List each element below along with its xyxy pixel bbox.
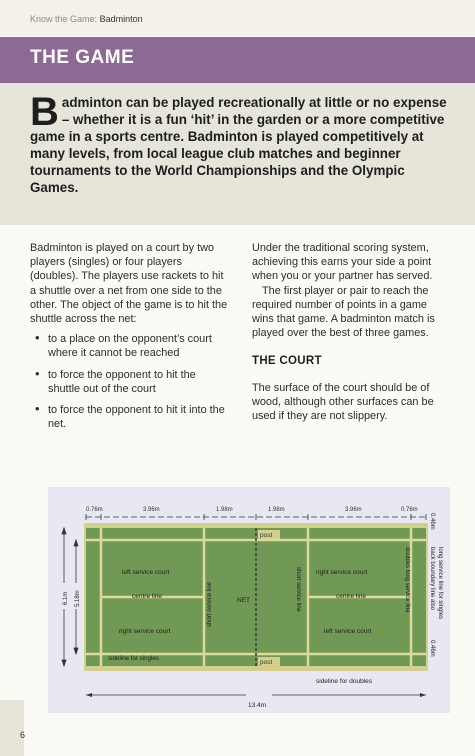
page-corner-strip (0, 700, 24, 756)
post-label-bottom: post (260, 659, 273, 666)
measure-134: 13.4m (248, 702, 267, 709)
long-service-singles-label: long service line for singles (437, 547, 443, 620)
centre-line-label-left: centre line (132, 593, 162, 600)
page-number: 6 (20, 730, 26, 740)
left-service-court-label-2: left service court (324, 628, 372, 635)
breadcrumb-current: Badminton (99, 14, 143, 24)
bullet-item: • to force the opponent to hit it into the net. (30, 403, 228, 431)
court-diagram-panel (48, 487, 450, 713)
sideline-doubles-label: sideline for doubles (316, 678, 373, 685)
breadcrumb-separator: : (94, 14, 98, 24)
measure-396-right: 3.96m (345, 507, 362, 513)
section-heading: THE COURT (252, 355, 322, 368)
intro-text: adminton can be played recreationally at little or no expense – whether it is a fun ‘hit’ in the garden or a more competitive game in a sports centre. Badminton is played competitively at many levels, from local league club matches and beginner tournaments to the World Championships and the Olympic Games. (30, 95, 447, 195)
top-dimension-lines (86, 514, 426, 520)
measure-046-bottom: 0.46m (429, 640, 435, 657)
post-label-top: post (260, 532, 273, 539)
sideline-singles-label: sideline for singles (108, 655, 159, 662)
breadcrumb (30, 14, 143, 24)
measure-396-left: 3.96m (143, 507, 160, 513)
title-band (0, 37, 475, 83)
right-paragraph-2: The first player or pair to reach the required number of points in a game wins that game. A badminton match is played over the best of three games. (252, 284, 435, 340)
right-service-court-label: right service court (119, 628, 171, 635)
bullet-item: • to force the opponent to hit the shuttle out of the court (30, 368, 228, 396)
right-column (252, 241, 450, 423)
measure-518: 5.18m (75, 590, 81, 607)
measure-198-right: 1.98m (268, 507, 285, 513)
bullet-item: • to a place on the opponent’s court where it cannot be reached (30, 332, 228, 360)
top-measurements (86, 507, 418, 513)
short-service-line-label-right: short service line (295, 567, 301, 613)
left-paragraph: Badminton is played on a court by two players (singles) or four players (doubles). The players use rackets to hit a shuttle over a net from one side to the other. The object of the game is to hit the shuttle across the net: (30, 242, 228, 326)
intro-paragraph (30, 90, 450, 196)
doubles-long-service-line-label: doubles long service line (404, 547, 410, 613)
bullet-list (30, 332, 228, 431)
back-boundary-label: back boundary line also (429, 547, 435, 611)
bottom-arrow-left (86, 693, 92, 697)
measure-076-right: 0.76m (401, 507, 418, 513)
bottom-arrow-right (420, 693, 426, 697)
measure-198-left: 1.98m (216, 507, 233, 513)
label-bg-134 (246, 688, 272, 700)
breadcrumb-prefix: Know the Game (30, 14, 95, 24)
court-diagram (48, 487, 450, 713)
short-service-line-label-left: short service line (207, 581, 213, 627)
left-service-court-label: left service court (122, 569, 170, 576)
measure-61: 6.1m (63, 591, 69, 605)
centre-line-label-right: centre line (336, 593, 366, 600)
measure-076-left: 0.76m (86, 507, 103, 513)
right-paragraph-1: Under the traditional scoring system, achieving this earns your side a point when you or your partner has served. (252, 242, 433, 283)
drop-cap: B (30, 90, 59, 134)
left-column (30, 241, 228, 438)
net-label: NET (237, 597, 250, 604)
right-paragraph-3: The surface of the court should be of wood, although other surfaces can be used if they are not slippery. (252, 381, 434, 423)
page-title: THE GAME (30, 47, 135, 68)
right-service-court-label-2: right service court (316, 569, 368, 576)
measure-046-top: 0.46m (429, 513, 435, 530)
